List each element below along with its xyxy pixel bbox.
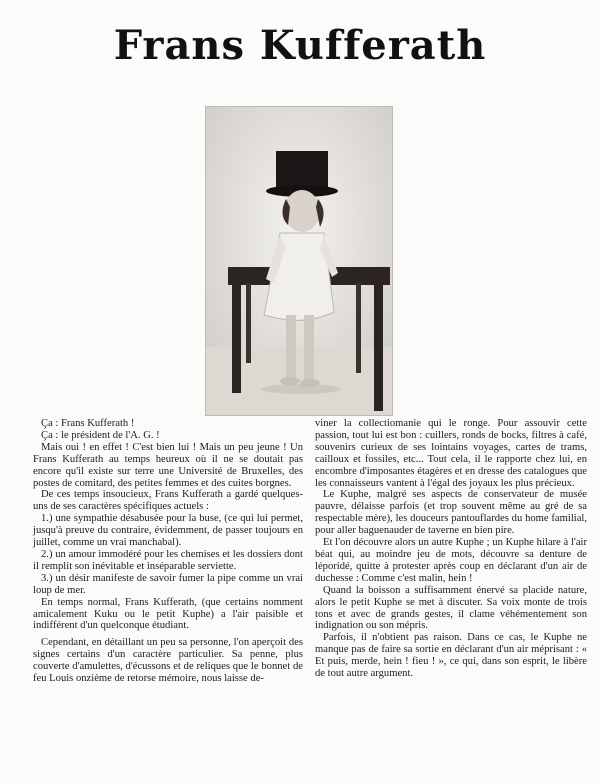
paragraph: Parfois, il n'obtient pas raison. Dans ce cas, le Kuphe ne manque pas de faire sa sortie en déclarant d'un air méprisant : « Et puis, merde, hein ! fieu ! », ce qui, dans son esprit, le libère de tout autre argument. (315, 632, 587, 680)
paragraph: Quand la boisson a suffisamment énervé sa placide nature, alors le petit Kuphe se met à discuter. Sa voix monte de trois tons et avec de grands gestes, il clame véhémentement son indignation ou son mépris. (315, 584, 587, 632)
paragraph: En temps normal, Frans Kufferath, (que certains nomment amicalement Kuku ou le petit Kuphe) a l'air paisible et indifférent d'un quelconque étudiant. (33, 596, 303, 632)
paragraph: 2.) un amour immodéré pour les chemises et les dossiers dont il remplit son inévitable et inséparable serviette. (33, 548, 303, 572)
paragraph: viner la collectiomanie qui le ronge. Pour assouvir cette passion, tout lui est bon : cuillers, ronds de bocks, filtres à café, souvenirs curieux de ses lointains voyages, cartes de trams, cailloux et fossiles, etc... Tout cela, il le rapporte chez lui, en encombre d'imposantes étagères et en dresse des catalogues que les connaisseurs vantent à l'égal des joyaux les plus précieux. (315, 418, 587, 489)
paragraph: 3.) un désir manifeste de savoir fumer la pipe comme un vrai loup de mer. (33, 572, 303, 596)
article-title: Frans Kufferath (113, 22, 487, 69)
paragraph: Et l'on découvre alors un autre Kuphe ; un Kuphe hilare à l'air béat qui, au moindre jeu de mots, découvre sa denture de léporidé, quitte à protester après coup en déclarant d'un air de duchesse : Comme c'est malin, hein ! (315, 537, 587, 584)
paragraph: Mais oui ! en effet ! C'est bien lui ! Mais un peu jeune ! Un Frans Kufferath au temps heureux où il ne se doutait pas encore qu'il existe sur terre une Université de Bruxelles, des postes de comitard, des petites femmes et des cuites borgnes. (33, 441, 303, 489)
paragraph: Ça : le président de l'A. G. ! (41, 429, 160, 441)
paragraph: De ces temps insoucieux, Frans Kufferath a gardé quelques-uns de ses caractères spécifiques actuels : (33, 489, 303, 513)
article-left-column (33, 418, 303, 685)
article-right-column (315, 418, 587, 680)
child-with-top-hat-photo (205, 106, 393, 416)
paragraph: Le Kuphe, malgré ses aspects de conservateur de musée pauvre, délaisse parfois (et trop souvent même au gré de sa respectable mère), les douceurs pantouflardes du home familial, pour aller baguenauder de taverne en bien pire. (315, 489, 587, 537)
paragraph: Cependant, en détaillant un peu sa personne, l'on aperçoit des signes certains d'un caractère particulier. Sa penne, plus couverte d'amulettes, d'écussons et de reliques que le bonnet de feu Louis onzième de retorse mémoire, nous laisse de- (33, 637, 303, 685)
paragraph: 1.) une sympathie désabusée pour la buse, (ce qui lui permet, jusqu'à preuve du contraire, évidemment, de passer toujours en juillet, comme un vrai manchabal). (33, 513, 303, 549)
paragraph: Ça : Frans Kufferath ! (41, 418, 135, 429)
